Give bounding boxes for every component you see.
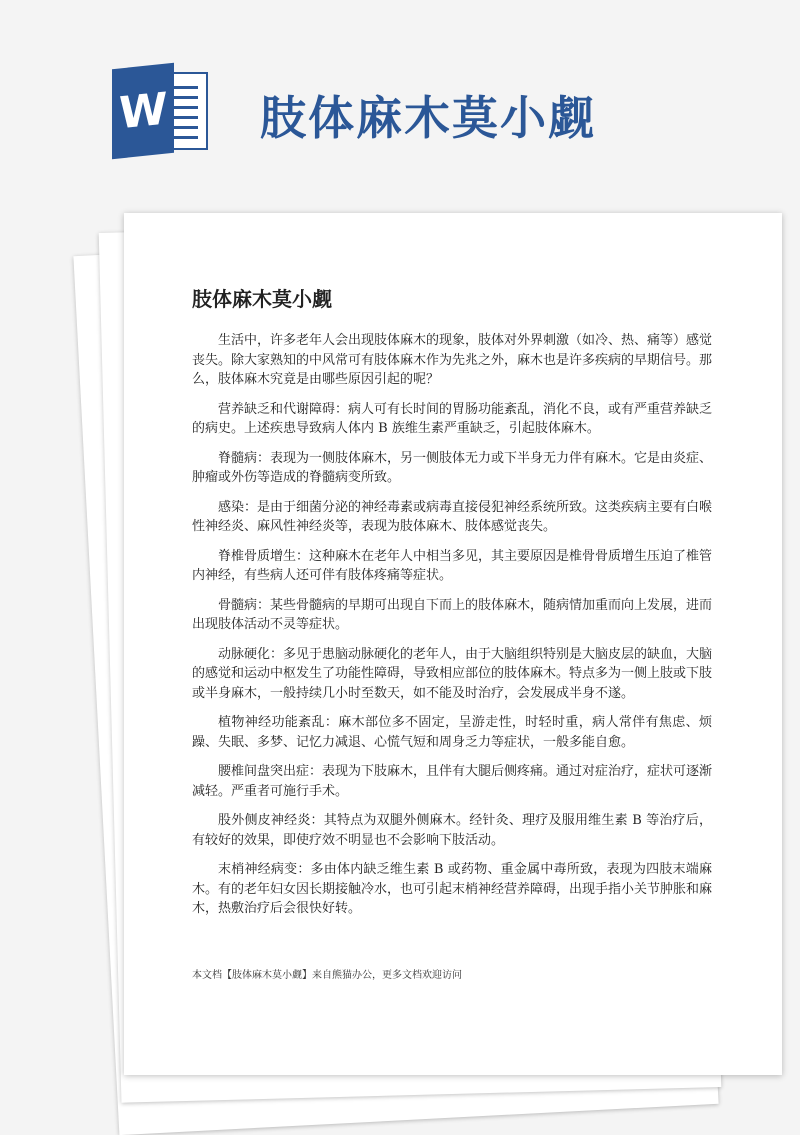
paragraph: 植物神经功能紊乱：麻木部位多不固定，呈游走性，时轻时重，病人常伴有焦虑、烦躁、失眠、多梦、记忆力减退、心慌气短和周身乏力等症状，一般多能自愈。 bbox=[192, 715, 712, 750]
paragraph: 感染：是由于细菌分泌的神经毒素或病毒直接侵犯神经系统所致。这类疾病主要有白喉性神经炎、麻风性神经炎等，表现为肢体麻木、肢体感觉丧失。 bbox=[192, 499, 713, 534]
word-icon bbox=[112, 66, 212, 156]
document-page bbox=[124, 213, 782, 1075]
word-letter-badge: W bbox=[112, 63, 174, 160]
paragraph: 脊椎骨质增生：这种麻木在老年人中相当多见，其主要原因是椎骨骨质增生压迫了椎管内神经，有些病人还可伴有肢体疼痛等症状。 bbox=[192, 548, 713, 583]
paragraph: 腰椎间盘突出症：表现为下肢麻木，且伴有大腿后侧疼痛。通过对症治疗，症状可逐渐减轻。严重者可施行手术。 bbox=[192, 764, 713, 799]
header-title: 肢体麻木莫小觑 bbox=[260, 91, 596, 145]
paragraph: 动脉硬化：多见于患脑动脉硬化的老年人，由于大脑组织特别是大脑皮层的缺血，大脑的感觉和运动中枢发生了功能性障碍，导致相应部位的肢体麻木。特点多为一侧上肢或下肢或半身麻木，一般持续几小时至数天，如不能及时治疗，会发展成半身不遂。 bbox=[192, 646, 713, 701]
header-banner bbox=[0, 0, 800, 200]
paragraph: 脊髓病：表现为一侧肢体麻木，另一侧肢体无力或下半身无力伴有麻木。它是由炎症、肿瘤或外伤等造成的脊髓病变所致。 bbox=[192, 450, 713, 485]
paragraph: 营养缺乏和代谢障碍：病人可有长时间的胃肠功能紊乱，消化不良，或有严重营养缺乏的病史。上述疾患导致病人体内 B 族维生素严重缺乏，引起肢体麻木。 bbox=[192, 401, 713, 436]
footer-note: 本文档【肢体麻木莫小觑】来自熊猫办公，更多文档欢迎访问 bbox=[192, 970, 462, 981]
document-title: 肢体麻木莫小觑 bbox=[192, 287, 332, 311]
paragraph: 生活中，许多老年人会出现肢体麻木的现象，肢体对外界刺激（如冷、热、痛等）感觉丧失。除大家熟知的中风常可有肢体麻木作为先兆之外，麻木也是许多疾病的早期信号。那么，肢体麻木究竟是由哪些原因引起的呢？ bbox=[192, 333, 713, 387]
document-body bbox=[192, 331, 712, 929]
paragraph: 股外侧皮神经炎：其特点为双腿外侧麻木。经针灸、理疗及服用维生素 B 等治疗后，有较好的效果，即使疗效不明显也不会影响下肢活动。 bbox=[192, 813, 712, 848]
paragraph: 末梢神经病变：多由体内缺乏维生素 B 或药物、重金属中毒所致，表现为四肢末端麻木。有的老年妇女因长期接触冷水，也可引起末梢神经营养障碍，出现手指小关节肿胀和麻木，热敷治疗后会很快好转。 bbox=[192, 862, 713, 916]
paragraph: 骨髓病：某些骨髓病的早期可出现自下而上的肢体麻木，随病情加重而向上发展，进而出现肢体活动不灵等症状。 bbox=[192, 597, 713, 632]
